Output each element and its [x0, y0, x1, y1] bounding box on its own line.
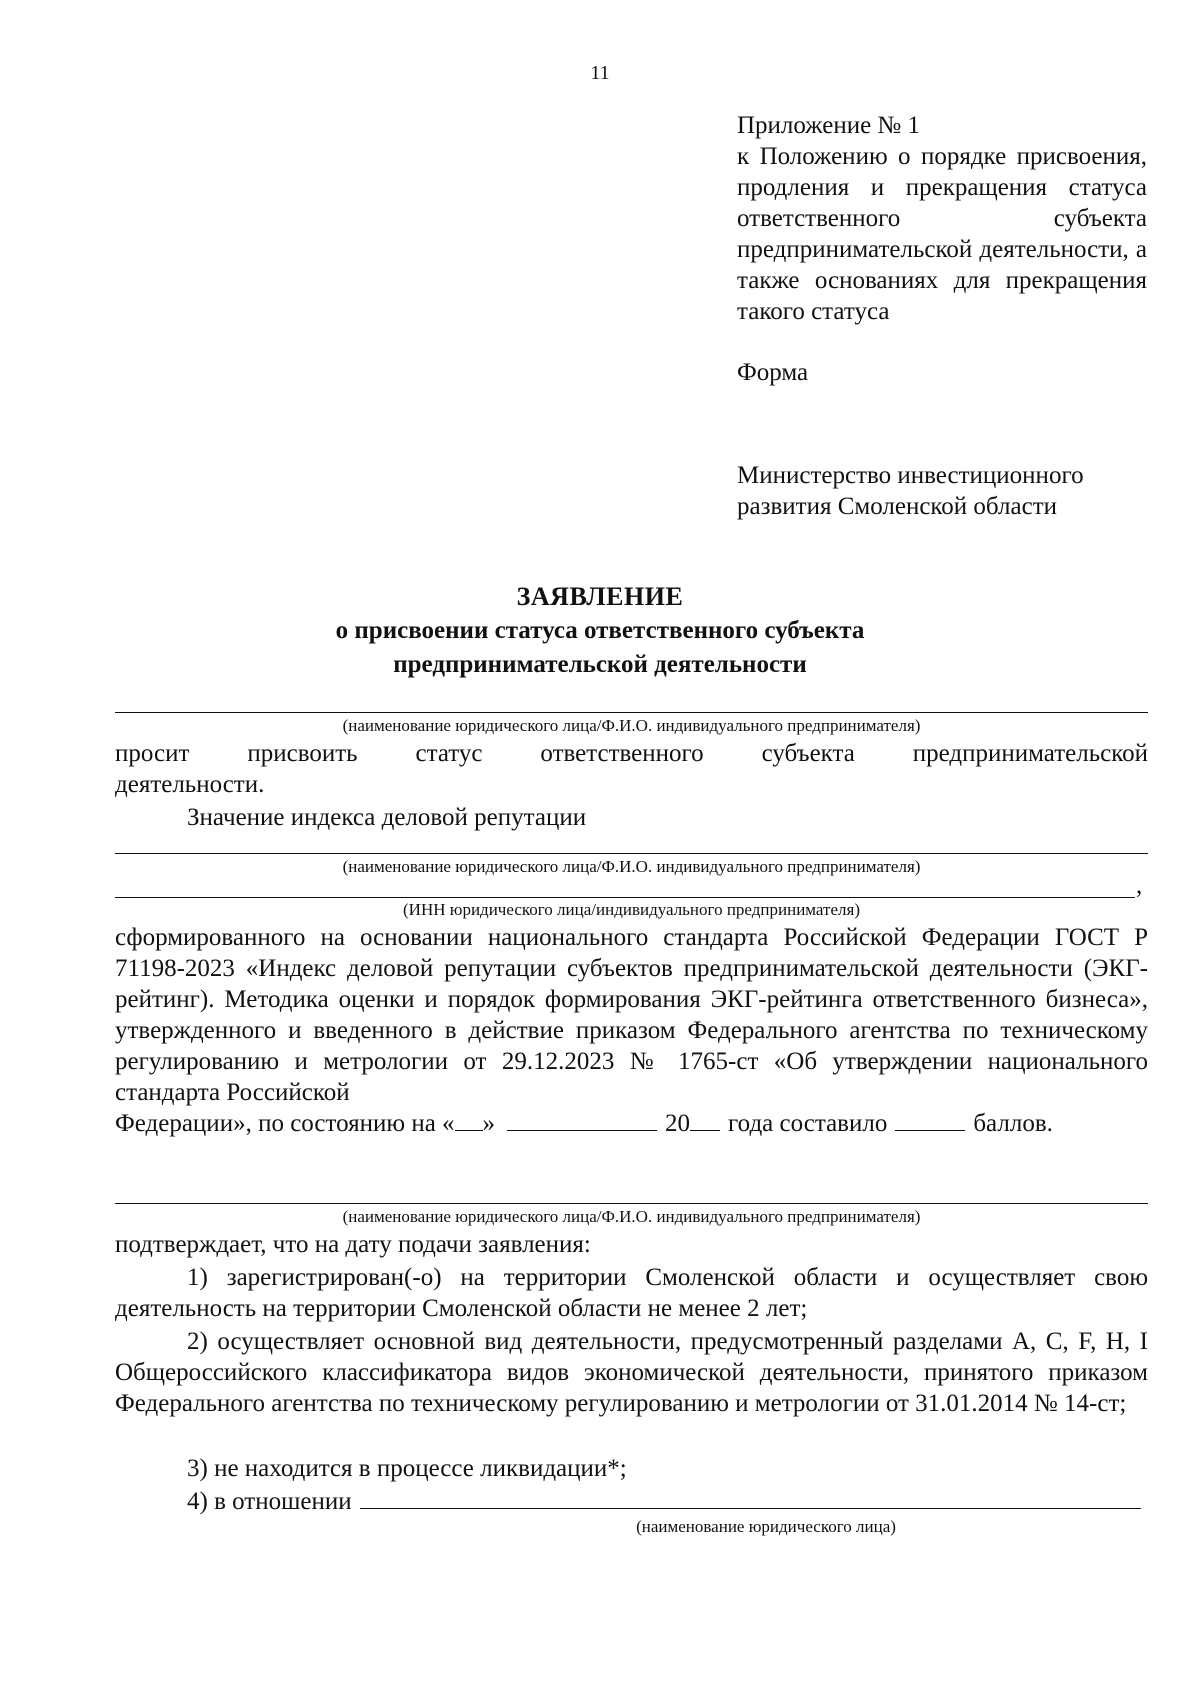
ministry-line-2: развития Смоленской области [737, 493, 1057, 520]
entity-name-caption-2: (наименование юридического лица/Ф.И.О. индивидуального предпринимателя) [342, 857, 921, 876]
score-field[interactable] [895, 1108, 965, 1131]
title-sub-2: предпринимательской деятельности [393, 651, 807, 678]
appendix-header [737, 110, 1147, 388]
request-line-1: просит присвоить статус ответственного субъекта предпринимательской [115, 740, 1148, 767]
formed-last-a: Федерации», по состоянию на « [115, 1110, 455, 1137]
item-4-line [187, 1486, 1147, 1517]
index-value-label: Значение индекса деловой репутации [187, 804, 587, 831]
entity-name-field-2[interactable] [115, 853, 1148, 854]
ministry-addressee [737, 460, 1157, 522]
entity-name-field-1[interactable] [115, 712, 1148, 713]
entity-name-caption-1: (наименование юридического лица/Ф.И.О. индивидуального предпринимателя) [342, 716, 921, 735]
inn-comma: , [1136, 872, 1143, 899]
year-field[interactable] [690, 1108, 720, 1131]
formed-paragraph: сформированного на основании национального стандарта Российской Федерации ГОСТ Р 71198-2023 «Индекс деловой репутации субъектов предпринимательской деятельности (ЭКГ-рейтинг). Методика оценки и порядок формирования ЭКГ-рейтинга ответственного бизнеса», утвержденного и введенного в действие приказом Федерального агентства по техническому регулированию и метрологии от 29.12.2023 № 1765-ст «Об утверждении национального стандарта Российской [115, 924, 1148, 1106]
legal-entity-caption: (наименование юридического лица) [636, 1517, 896, 1536]
formed-last-e: баллов. [973, 1110, 1053, 1137]
entity-name-field-3[interactable] [115, 1203, 1148, 1204]
item-1: 1) зарегистрирован(-о) на территории Смоленской области и осуществляет свою деятельность на территории Смоленской области не менее 2 лет; [115, 1264, 1148, 1322]
inn-field[interactable] [115, 897, 1135, 898]
formed-last-b: » [482, 1110, 496, 1137]
day-field[interactable] [455, 1108, 483, 1131]
ministry-line-1: Министерство инвестиционного [737, 462, 1084, 489]
inn-caption: (ИНН юридического лица/индивидуального предпринимателя) [403, 900, 860, 919]
formed-last-d: года составило [728, 1110, 888, 1137]
formed-last-c: 20 [665, 1110, 691, 1137]
legal-entity-field[interactable] [360, 1486, 1141, 1509]
form-label: Форма [737, 359, 809, 386]
item-3: 3) не находится в процессе ликвидации*; [187, 1455, 627, 1482]
item-2: 2) осуществляет основной вид деятельности, предусмотренный разделами А, С, F, Н, I Общероссийского классификатора видов экономической деятельности, принятого приказом Федерального агентства по техническому регулированию и метрологии от 31.01.2014 № 14-ст; [115, 1328, 1148, 1417]
title-sub-1: о присвоении статуса ответственного субъекта [335, 617, 865, 644]
month-field[interactable] [507, 1108, 657, 1131]
title-main: ЗАЯВЛЕНИЕ [516, 582, 684, 611]
appendix-title: Приложение № 1 [737, 112, 921, 139]
item-4: 4) в отношении [187, 1488, 352, 1515]
formed-last-line [115, 1108, 1148, 1139]
entity-name-caption-3: (наименование юридического лица/Ф.И.О. индивидуального предпринимателя) [342, 1207, 921, 1226]
confirms-line: подтверждает, что на дату подачи заявления: [115, 1231, 591, 1258]
appendix-body: к Положению о порядке присвоения, продления и прекращения статуса ответственного субъекта предпринимательской деятельности, а также основаниях для прекращения такого статуса [737, 143, 1147, 325]
page-number: 11 [590, 62, 610, 84]
request-line-2: деятельности. [115, 771, 265, 798]
document-title [0, 580, 1200, 682]
